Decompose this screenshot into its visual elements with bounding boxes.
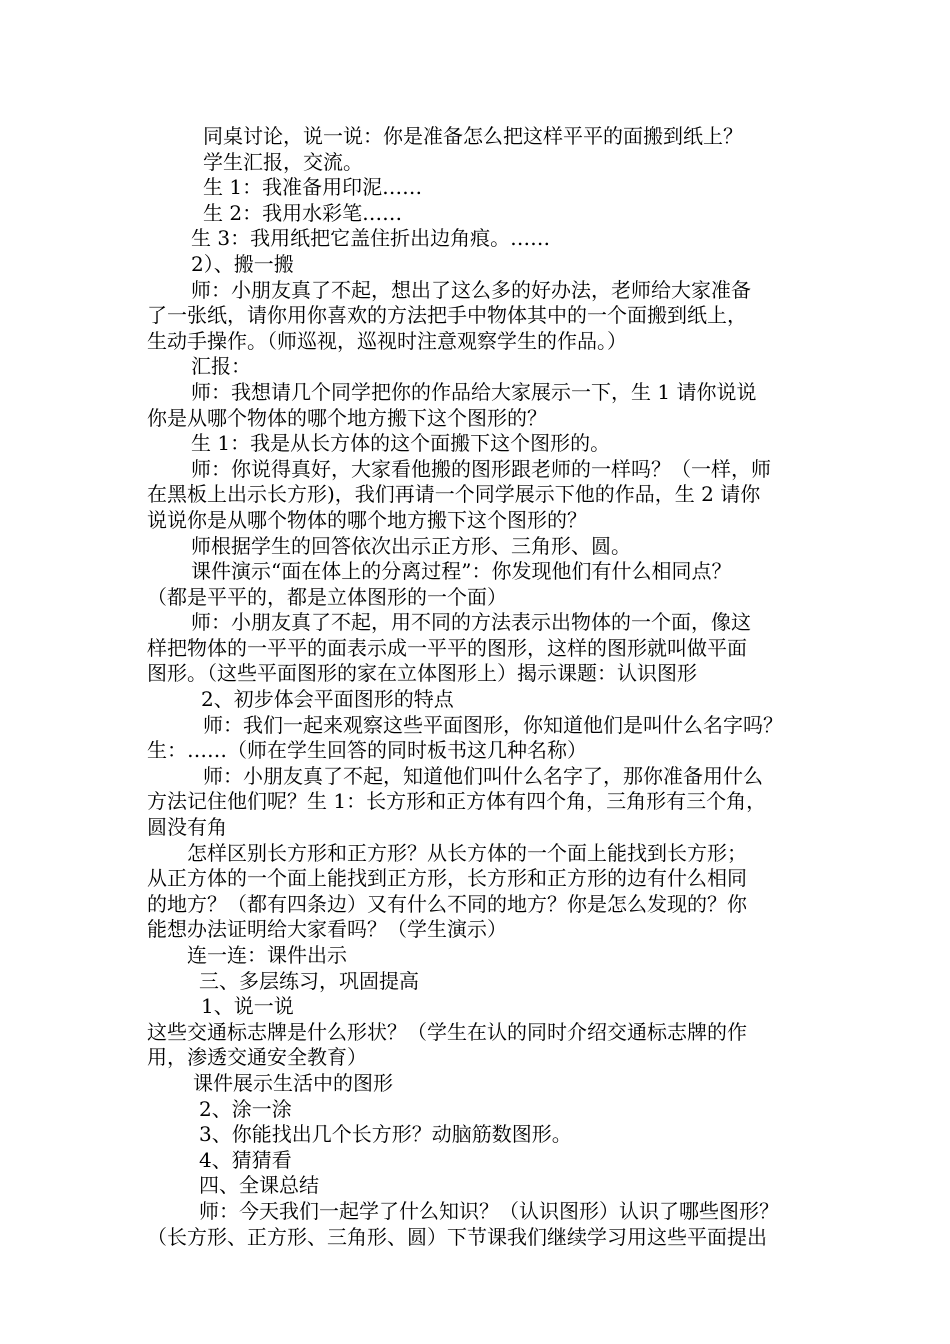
text-line: 2）、搬一搬 <box>191 251 294 276</box>
text-line: 方法记住他们呢？生 1：长方形和正方体有四个角，三角形有三个角， <box>147 789 767 814</box>
text-line: 师：我们一起来观察这些平面图形，你知道他们是叫什么名字吗？ <box>203 712 783 737</box>
text-line: 的地方？（都有四条边）又有什么不同的地方？你是怎么发现的？你 <box>147 891 747 916</box>
text-line: 这些交通标志牌是什么形状？（学生在认的同时介绍交通标志牌的作 <box>147 1019 747 1044</box>
text-line: （都是平平的，都是立体图形的一个面） <box>147 584 507 609</box>
text-line: 2、初步体会平面图形的特点 <box>201 687 454 712</box>
text-line: 师：小朋友真了不起，想出了这么多的好办法，老师给大家准备 <box>191 277 751 302</box>
text-line: 生 2：我用水彩笔…… <box>203 200 403 225</box>
text-line: 生 3：我用纸把它盖住折出边角痕。…… <box>191 226 551 251</box>
text-line: 你是从哪个物体的哪个地方搬下这个图形的？ <box>147 405 547 430</box>
text-line: 课件展示生活中的图形 <box>193 1070 393 1095</box>
text-line: 三、多层练习，巩固提高 <box>199 968 419 993</box>
document-body <box>147 124 823 1250</box>
text-line: 师：小朋友真了不起，用不同的方法表示出物体的一个面，像这 <box>191 610 751 635</box>
text-line: 在黑板上出示长方形)，我们再请一个同学展示下他的作品，生 2 请你 <box>147 482 761 507</box>
text-line: 能想办法证明给大家看吗？（学生演示） <box>147 917 507 942</box>
text-line: 4、猜猜看 <box>199 1147 292 1172</box>
text-line: 课件演示“面在体上的分离过程”：你发现他们有什么相同点？ <box>191 559 732 584</box>
text-line: 师：我想请几个同学把你的作品给大家展示一下，生 1 请你说说 <box>191 379 757 404</box>
text-line: 师：小朋友真了不起，知道他们叫什么名字了，那你准备用什么 <box>203 763 763 788</box>
text-line: 从正方体的一个面上能找到正方形，长方形和正方形的边有什么相同 <box>147 866 747 891</box>
text-line: 学生汇报，交流。 <box>203 149 363 174</box>
text-line: 用，渗透交通安全教育） <box>147 1045 367 1070</box>
text-line: 连一连：课件出示 <box>187 943 347 967</box>
text-line: 四、全课总结 <box>199 1173 319 1198</box>
text-line: 汇报： <box>191 354 251 379</box>
text-line: 1、说一说 <box>201 994 294 1019</box>
text-line: 怎样区别长方形和正方形？从长方体的一个面上能找到长方形； <box>187 840 747 865</box>
text-line: 说说你是从哪个物体的哪个地方搬下这个图形的？ <box>147 507 587 532</box>
text-line: 图形。（这些平面图形的家在立体图形上）揭示课题：认识图形 <box>147 661 697 686</box>
text-line: 师：你说得真好，大家看他搬的图形跟老师的一样吗？（一样，师 <box>191 456 771 481</box>
text-line: （长方形、正方形、三角形、圆）下节课我们继续学习用这些平面提出 <box>147 1224 767 1249</box>
text-line: 同桌讨论，说一说：你是准备怎么把这样平平的面搬到纸上？ <box>203 124 743 148</box>
text-line: 样把物体的一平平的面表示成一平平的图形，这样的图形就叫做平面 <box>147 635 747 660</box>
text-line: 生动手操作。（师巡视，巡视时注意观察学生的作品。） <box>147 328 627 353</box>
text-line: 师：今天我们一起学了什么知识？（认识图形）认识了哪些图形？ <box>199 1198 779 1223</box>
text-line: 师根据学生的回答依次出示正方形、三角形、圆。 <box>191 533 631 558</box>
text-line: 3、你能找出几个长方形？动脑筋数图形。 <box>199 1122 572 1147</box>
text-line: 圆没有角 <box>147 815 227 840</box>
text-line: 2、涂一涂 <box>199 1096 292 1121</box>
text-line: 生 1：我是从长方体的这个面搬下这个图形的。 <box>191 431 611 456</box>
text-line: 生：……（师在学生回答的同时板书这几种名称） <box>147 738 587 763</box>
text-line: 生 1：我准备用印泥…… <box>203 175 423 200</box>
text-line: 了一张纸，请你用你喜欢的方法把手中物体其中的一个面搬到纸上， <box>147 303 747 328</box>
